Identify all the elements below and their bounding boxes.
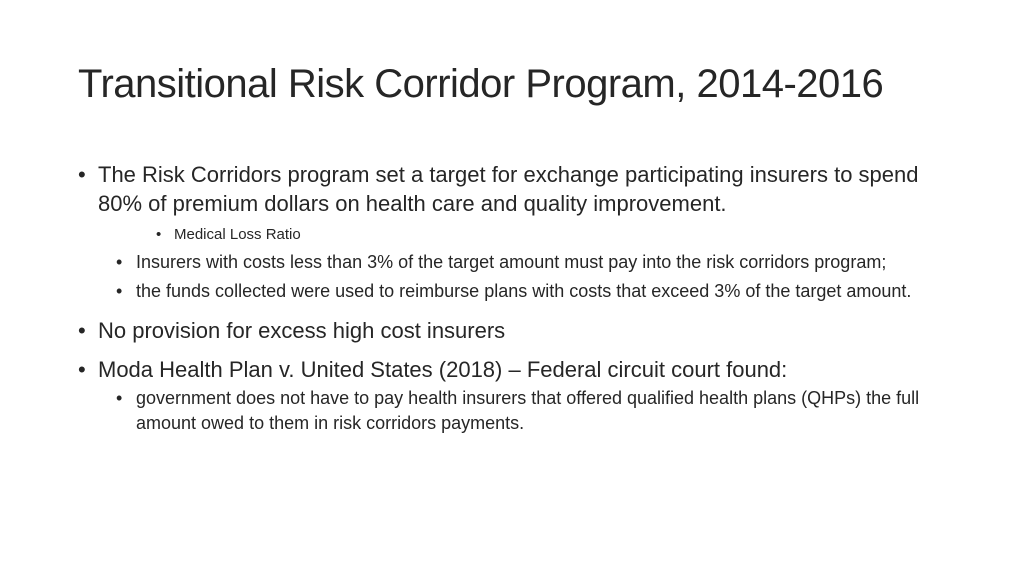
bullet-text: Medical Loss Ratio <box>174 226 301 243</box>
bullet-dot-icon: • <box>116 388 123 408</box>
bullet-dot-icon: • <box>78 357 86 382</box>
bullet-dot-icon: • <box>116 252 123 272</box>
bullet-dot-icon: • <box>156 226 162 243</box>
slide-body <box>78 160 958 440</box>
bullet-level1 <box>78 160 958 218</box>
bullet-level2 <box>116 279 958 304</box>
bullet-text: Insurers with costs less than 3% of the target amount must pay into the risk corridors program; <box>136 252 887 272</box>
bullet-dot-icon: • <box>78 162 86 187</box>
bullet-level1 <box>78 355 958 384</box>
bullet-level2 <box>116 250 958 275</box>
bullet-level2 <box>116 386 958 436</box>
bullet-dot-icon: • <box>116 281 123 301</box>
bullet-text: the funds collected were used to reimburse plans with costs that exceed 3% of the target amount. <box>136 281 912 301</box>
bullet-text: Moda Health Plan v. United States (2018) – Federal circuit court found: <box>98 357 788 382</box>
bullet-text: The Risk Corridors program set a target for exchange participating insurers to spend 80% of premium dollars on health care and quality improvement. <box>98 162 919 216</box>
bullet-level3 <box>156 224 958 246</box>
bullet-dot-icon: • <box>78 318 86 343</box>
slide-title: Transitional Risk Corridor Program, 2014-2016 <box>78 62 884 106</box>
bullet-text: government does not have to pay health insurers that offered qualified health plans (QHPs) the full amount owed to them in risk corridors payments. <box>136 388 920 433</box>
bullet-level1 <box>78 316 958 345</box>
bullet-text: No provision for excess high cost insurers <box>98 318 506 343</box>
